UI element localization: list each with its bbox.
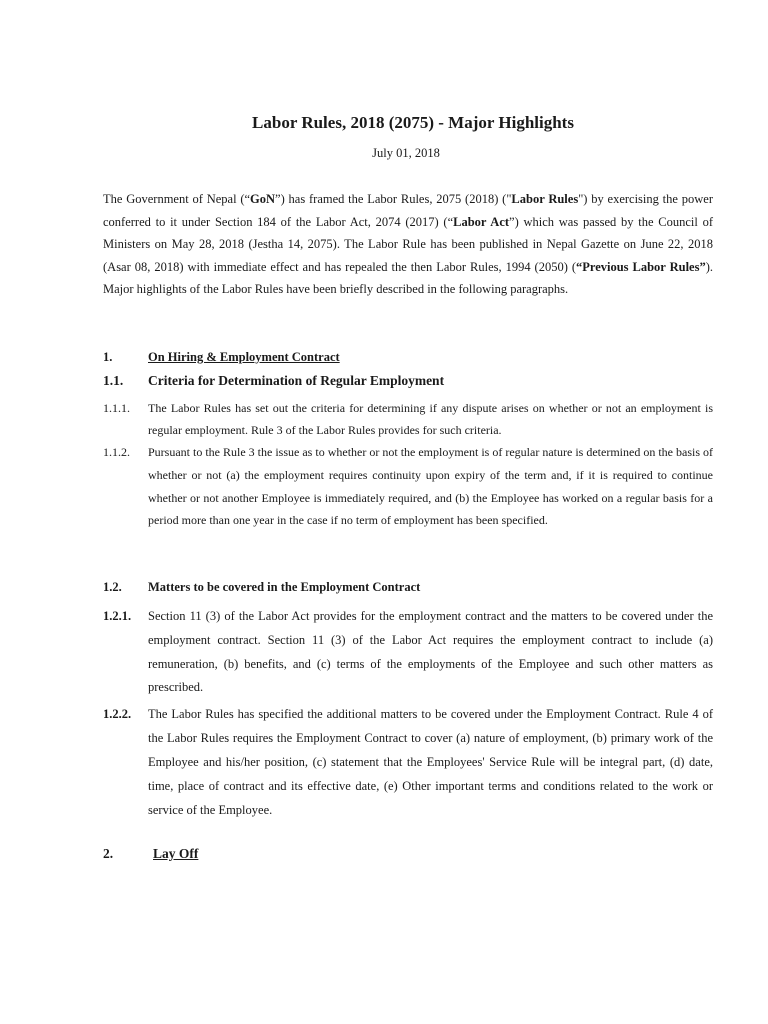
section-title: Criteria for Determination of Regular Employment (148, 373, 445, 388)
section-number: 1. (103, 350, 113, 364)
paragraph-1-1-2 (103, 441, 713, 532)
section-1-1-heading (103, 373, 444, 389)
paragraph-text: Pursuant to the Rule 3 the issue as to whether or not the employment is of regular nature is determined on the basis of whether or not (a) the employment requires continuity upon expiry of the term and, if it is required to continue whether or not another Employee is immediately required, and (b) the Employee has worked on a regular basis for a period more than one year in the case if no term of employment has been specified. (148, 445, 713, 528)
section-2-heading (103, 846, 198, 862)
paragraph-number: 1.1.2. (103, 445, 130, 459)
section-number: 1.2. (103, 580, 122, 594)
paragraph-text: The Labor Rules has specified the additional matters to be covered under the Employment Contract. Rule 4 of the Labor Rules requires the Employment Contract to cover (a) nature of employment, (b) primary work of the Employee and his/her position, (c) statement that the Employees' Service Rule will be integral part, (d) date, time, place of contract and its effective date, (e) Other important terms and conditions related to the work or service of the Employee. (148, 707, 713, 817)
paragraph-1-2-1 (103, 605, 713, 700)
paragraph-1-1-1 (103, 398, 713, 441)
intro-text-1: The Government of Nepal (“ (103, 192, 251, 206)
intro-bold-gon: GoN (250, 192, 276, 206)
paragraph-text: The Labor Rules has set out the criteria for determining if any dispute arises on whether or not an employment is regular employment. Rule 3 of the Labor Rules provides for such criteria. (148, 401, 713, 437)
section-title: Matters to be covered in the Employment Contract (148, 580, 421, 594)
document-title: Labor Rules, 2018 (2075) - Major Highlights (252, 113, 574, 132)
section-1-heading (103, 350, 340, 365)
document-date: July 01, 2018 (372, 146, 440, 160)
intro-text-4: ”) which was passed by the Council of Ministers on May 28, 2018 (Jestha 14, 2075). The Labor Rule has been published in Nepal Gazette on June 22, 2018 (Asar 08, 2018) with immediate effect and has repealed the then Labor Rules, 1994 (2050) ( (103, 214, 713, 274)
section-1-2-heading (103, 580, 420, 595)
intro-paragraph (103, 188, 713, 301)
intro-text-2: ”) has framed the Labor Rules, 2075 (2018) (" (275, 192, 512, 206)
section-number: 1.1. (103, 373, 124, 388)
intro-bold-labor-act: Labor Act (453, 214, 510, 229)
intro-text-3: ") by exercising the power conferred to it under Section 184 of the Labor Act, 2074 (2017) (“ (103, 192, 713, 229)
paragraph-number: 1.2.1. (103, 609, 132, 623)
section-title: On Hiring & Employment Contract (148, 350, 340, 364)
section-number: 2. (103, 846, 114, 861)
intro-bold-previous-labor-rules: “Previous Labor Rules” (576, 259, 706, 274)
paragraph-text: Section 11 (3) of the Labor Act provides for the employment contract and the matters to be covered under the employment contract. Section 11 (3) of the Labor Act requires the employment contract to include (a) remuneration, (b) benefits, and (c) terms of the employments of the Employee and such other matters as prescribed. (148, 609, 713, 695)
paragraph-number: 1.2.2. (103, 707, 132, 721)
paragraph-number: 1.1.1. (103, 401, 130, 415)
intro-text-5: ). Major highlights of the Labor Rules have been briefly described in the following paragraphs. (103, 259, 713, 296)
intro-bold-labor-rules: Labor Rules (511, 192, 579, 206)
paragraph-1-2-2 (103, 702, 713, 822)
section-title: Lay Off (153, 846, 199, 861)
